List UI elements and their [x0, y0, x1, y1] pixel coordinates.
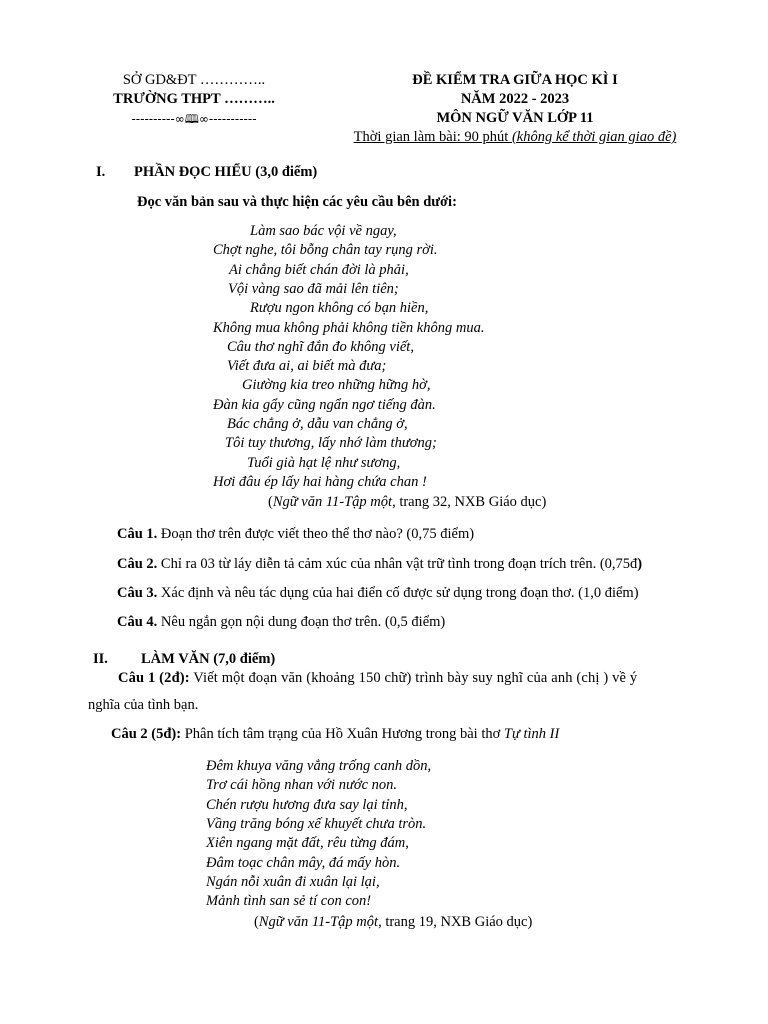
question-3-text: Xác định và nêu tác dụng của hai điển cố được sử dụng trong đoạn thơ. (1,0 điểm) [157, 585, 639, 601]
poem1-line: Làm sao bác vội về ngay, [250, 223, 397, 239]
department-line: SỞ GD&ĐT ………….. [122, 72, 266, 88]
section2-number: II. [93, 651, 108, 667]
poem1-source [268, 494, 546, 511]
question-2-label: Câu 2. [117, 556, 158, 572]
question-1 [117, 526, 474, 543]
poem1-line: Giường kia treo những hững hờ, [242, 377, 431, 394]
time-note: (không kể thời gian giao đề) [511, 129, 677, 145]
poem2-line: Đêm khuya văng vẳng trống canh dồn, [206, 758, 432, 774]
question-2 [117, 556, 642, 573]
question-3-label: Câu 3. [117, 585, 158, 601]
poem2-source-open: ( [254, 914, 259, 930]
poem2-line: Xiên ngang mặt đất, rêu từng đám, [206, 835, 409, 852]
poem2-line: Chén rượu hương đưa say lại tỉnh, [206, 796, 408, 813]
subject-line: MÔN NGỮ VĂN LỚP 11 [436, 110, 594, 126]
poem1-source-open: ( [268, 494, 273, 510]
question-1-text: Đoạn thơ trên được viết theo thể thơ nào? (0,75 điểm) [157, 526, 475, 542]
poem2-line: Trơ cái hồng nhan với nước non. [206, 777, 398, 794]
question-2-tail: ) [637, 556, 643, 572]
essay-question-1 [118, 670, 637, 687]
school-year: NĂM 2022 - 2023 [460, 91, 570, 107]
time-line [320, 129, 710, 146]
poem2-line: Mảnh tình san sẻ tí con con! [206, 893, 372, 910]
ornament-divider: ----------∞🕮∞----------- [131, 112, 257, 126]
essay-question-2-text: Phân tích tâm trạng của Hồ Xuân Hương trong bài thơ [181, 726, 504, 742]
poem1-line: Ai chẳng biết chán đời là phải, [229, 261, 409, 278]
poem1-line: Rượu ngon không có bạn hiền, [250, 300, 429, 317]
poem1-source-book: Ngữ văn 11-Tập một [272, 494, 393, 510]
section1-number: I. [96, 164, 106, 180]
school-line: TRƯỜNG THPT ……….. [113, 91, 275, 107]
poem1-line: Hơi đâu ép lấy hai hàng chứa chan ! [213, 473, 427, 490]
exam-title: ĐỀ KIỂM TRA GIỮA HỌC KÌ I [412, 72, 618, 88]
poem1-line: Câu thơ nghĩ đắn đo không viết, [227, 338, 414, 355]
question-4-text: Nêu ngắn gọn nội dung đoạn thơ trên. (0,5 điểm) [157, 614, 446, 630]
essay-question-1-label: Câu 1 (2đ): [118, 670, 190, 686]
poem1-line: Chợt nghe, tôi bỗng chân tay rụng rời. [213, 242, 438, 259]
poem1-line: Tôi tuy thương, lấy nhớ làm thương; [225, 435, 437, 452]
poem2-line: Ngán nỗi xuân đi xuân lại lại, [206, 873, 380, 890]
poem2-line: Vầng trăng bóng xế khuyết chưa tròn. [206, 815, 427, 832]
question-3 [117, 585, 639, 602]
essay-question-1-cont: nghĩa của tình bạn. [88, 697, 199, 713]
question-2-text: Chỉ ra 03 từ láy diễn tả cảm xúc của nhân vật trữ tình trong đoạn trích trên. (0,75đ [157, 556, 638, 572]
section1-title: PHẦN ĐỌC HIỂU (3,0 điểm) [134, 164, 318, 180]
poem1-line: Bác chẳng ở, dẫu van chẳng ở, [227, 416, 408, 432]
poem2-line: Đâm toạc chân mây, đá mấy hòn. [206, 854, 401, 871]
poem2-source-rest: , trang 19, NXB Giáo dục) [378, 914, 533, 930]
poem1-line: Tuổi già hạt lệ như sương, [247, 454, 401, 471]
poem2-source-book: Ngữ văn 11-Tập một [258, 914, 379, 930]
question-4-label: Câu 4. [117, 614, 158, 630]
section1-instruction: Đọc văn bản sau và thực hiện các yêu cầu bên dưới: [137, 194, 457, 210]
poem1-line: Vội vàng sao đã mải lên tiên; [228, 280, 399, 297]
essay-question-2-label: Câu 2 (5đ): [111, 726, 182, 742]
poem1-line: Không mua không phải không tiền không mua. [213, 319, 485, 336]
question-4 [117, 614, 445, 631]
poem2-source [254, 914, 532, 931]
essay-question-1-text: Viết một đoạn văn (khoảng 150 chữ) trình bày suy nghĩ của anh (chị ) về ý [189, 670, 638, 686]
poem1-line: Đàn kia gẩy cũng ngẩn ngơ tiếng đàn. [213, 396, 436, 413]
time-prefix: Thời gian làm bài: 90 phút [353, 129, 512, 145]
question-1-label: Câu 1. [117, 526, 158, 542]
essay-question-2-work: Tự tình II [503, 726, 560, 742]
poem1-line: Viết đưa ai, ai biết mà đưa; [227, 358, 387, 375]
section2-title: LÀM VĂN (7,0 điểm) [141, 651, 276, 667]
essay-question-2 [111, 726, 559, 743]
poem1-source-rest: , trang 32, NXB Giáo dục) [392, 494, 547, 510]
